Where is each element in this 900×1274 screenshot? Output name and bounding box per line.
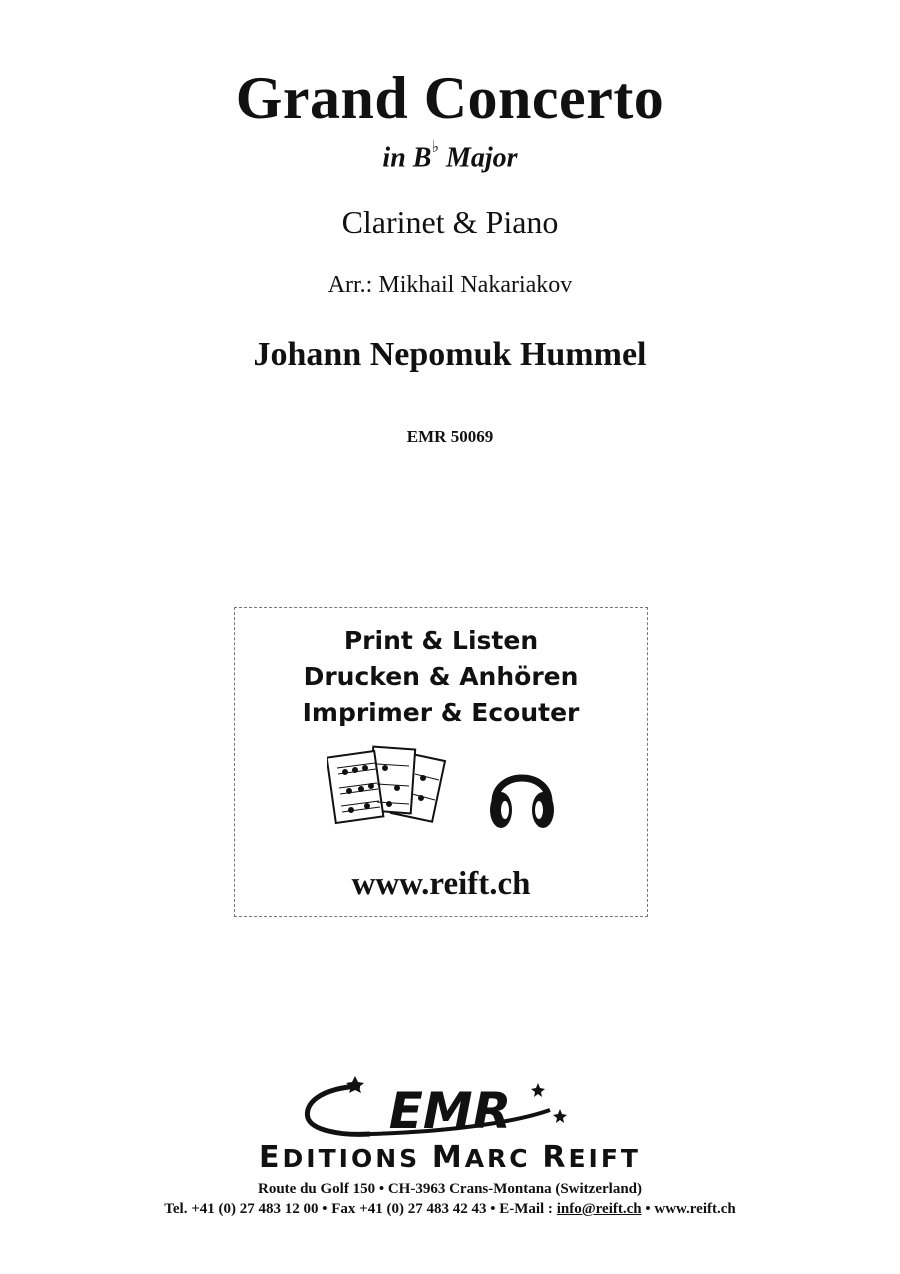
publisher-name-part: EIFT: [568, 1144, 641, 1173]
publisher-name-part: R: [542, 1140, 569, 1175]
email-link[interactable]: info@reift.ch: [556, 1201, 642, 1217]
composer: Johann Nepomuk Hummel: [253, 336, 647, 373]
publisher-name-part: ARC: [464, 1144, 543, 1173]
emr-logo: [300, 1074, 580, 1142]
subtitle-suffix: Major: [439, 142, 518, 174]
publisher-contact: [0, 1200, 900, 1218]
publisher-name-part: DITIONS: [282, 1144, 432, 1173]
contact-phone-fax: Tel. +41 (0) 27 483 12 00 • Fax +41 (0) 27 483 42 43 • E-Mail :: [164, 1201, 557, 1217]
promo-line-french: Imprimer & Ecouter: [302, 698, 580, 727]
print-listen-box: [234, 607, 648, 917]
headphones-icon: [487, 756, 557, 834]
publisher-name-part: M: [431, 1140, 465, 1175]
contact-website: • www.reift.ch: [641, 1201, 736, 1217]
publisher-name: [0, 1140, 900, 1175]
catalog-number: EMR 50069: [406, 427, 494, 446]
cover-subtitle: [0, 134, 900, 176]
promo-website[interactable]: www.reift.ch: [351, 866, 531, 902]
publisher-address: Route du Golf 150 • CH-3963 Crans-Montana (Switzerland): [258, 1181, 642, 1197]
publisher-name-part: E: [259, 1140, 283, 1175]
cover-title: Grand Concerto: [235, 65, 665, 131]
flat-sign: ♭: [431, 139, 439, 156]
promo-line-english: Print & Listen: [343, 626, 539, 655]
emr-logo-text: EMR: [388, 1082, 512, 1140]
promo-line-german: Drucken & Anhören: [303, 662, 579, 691]
sheet-music-icon: [327, 744, 457, 836]
subtitle-prefix: in B: [382, 142, 432, 174]
instrumentation: Clarinet & Piano: [341, 204, 559, 240]
arranger: Arr.: Mikhail Nakariakov: [327, 272, 573, 298]
